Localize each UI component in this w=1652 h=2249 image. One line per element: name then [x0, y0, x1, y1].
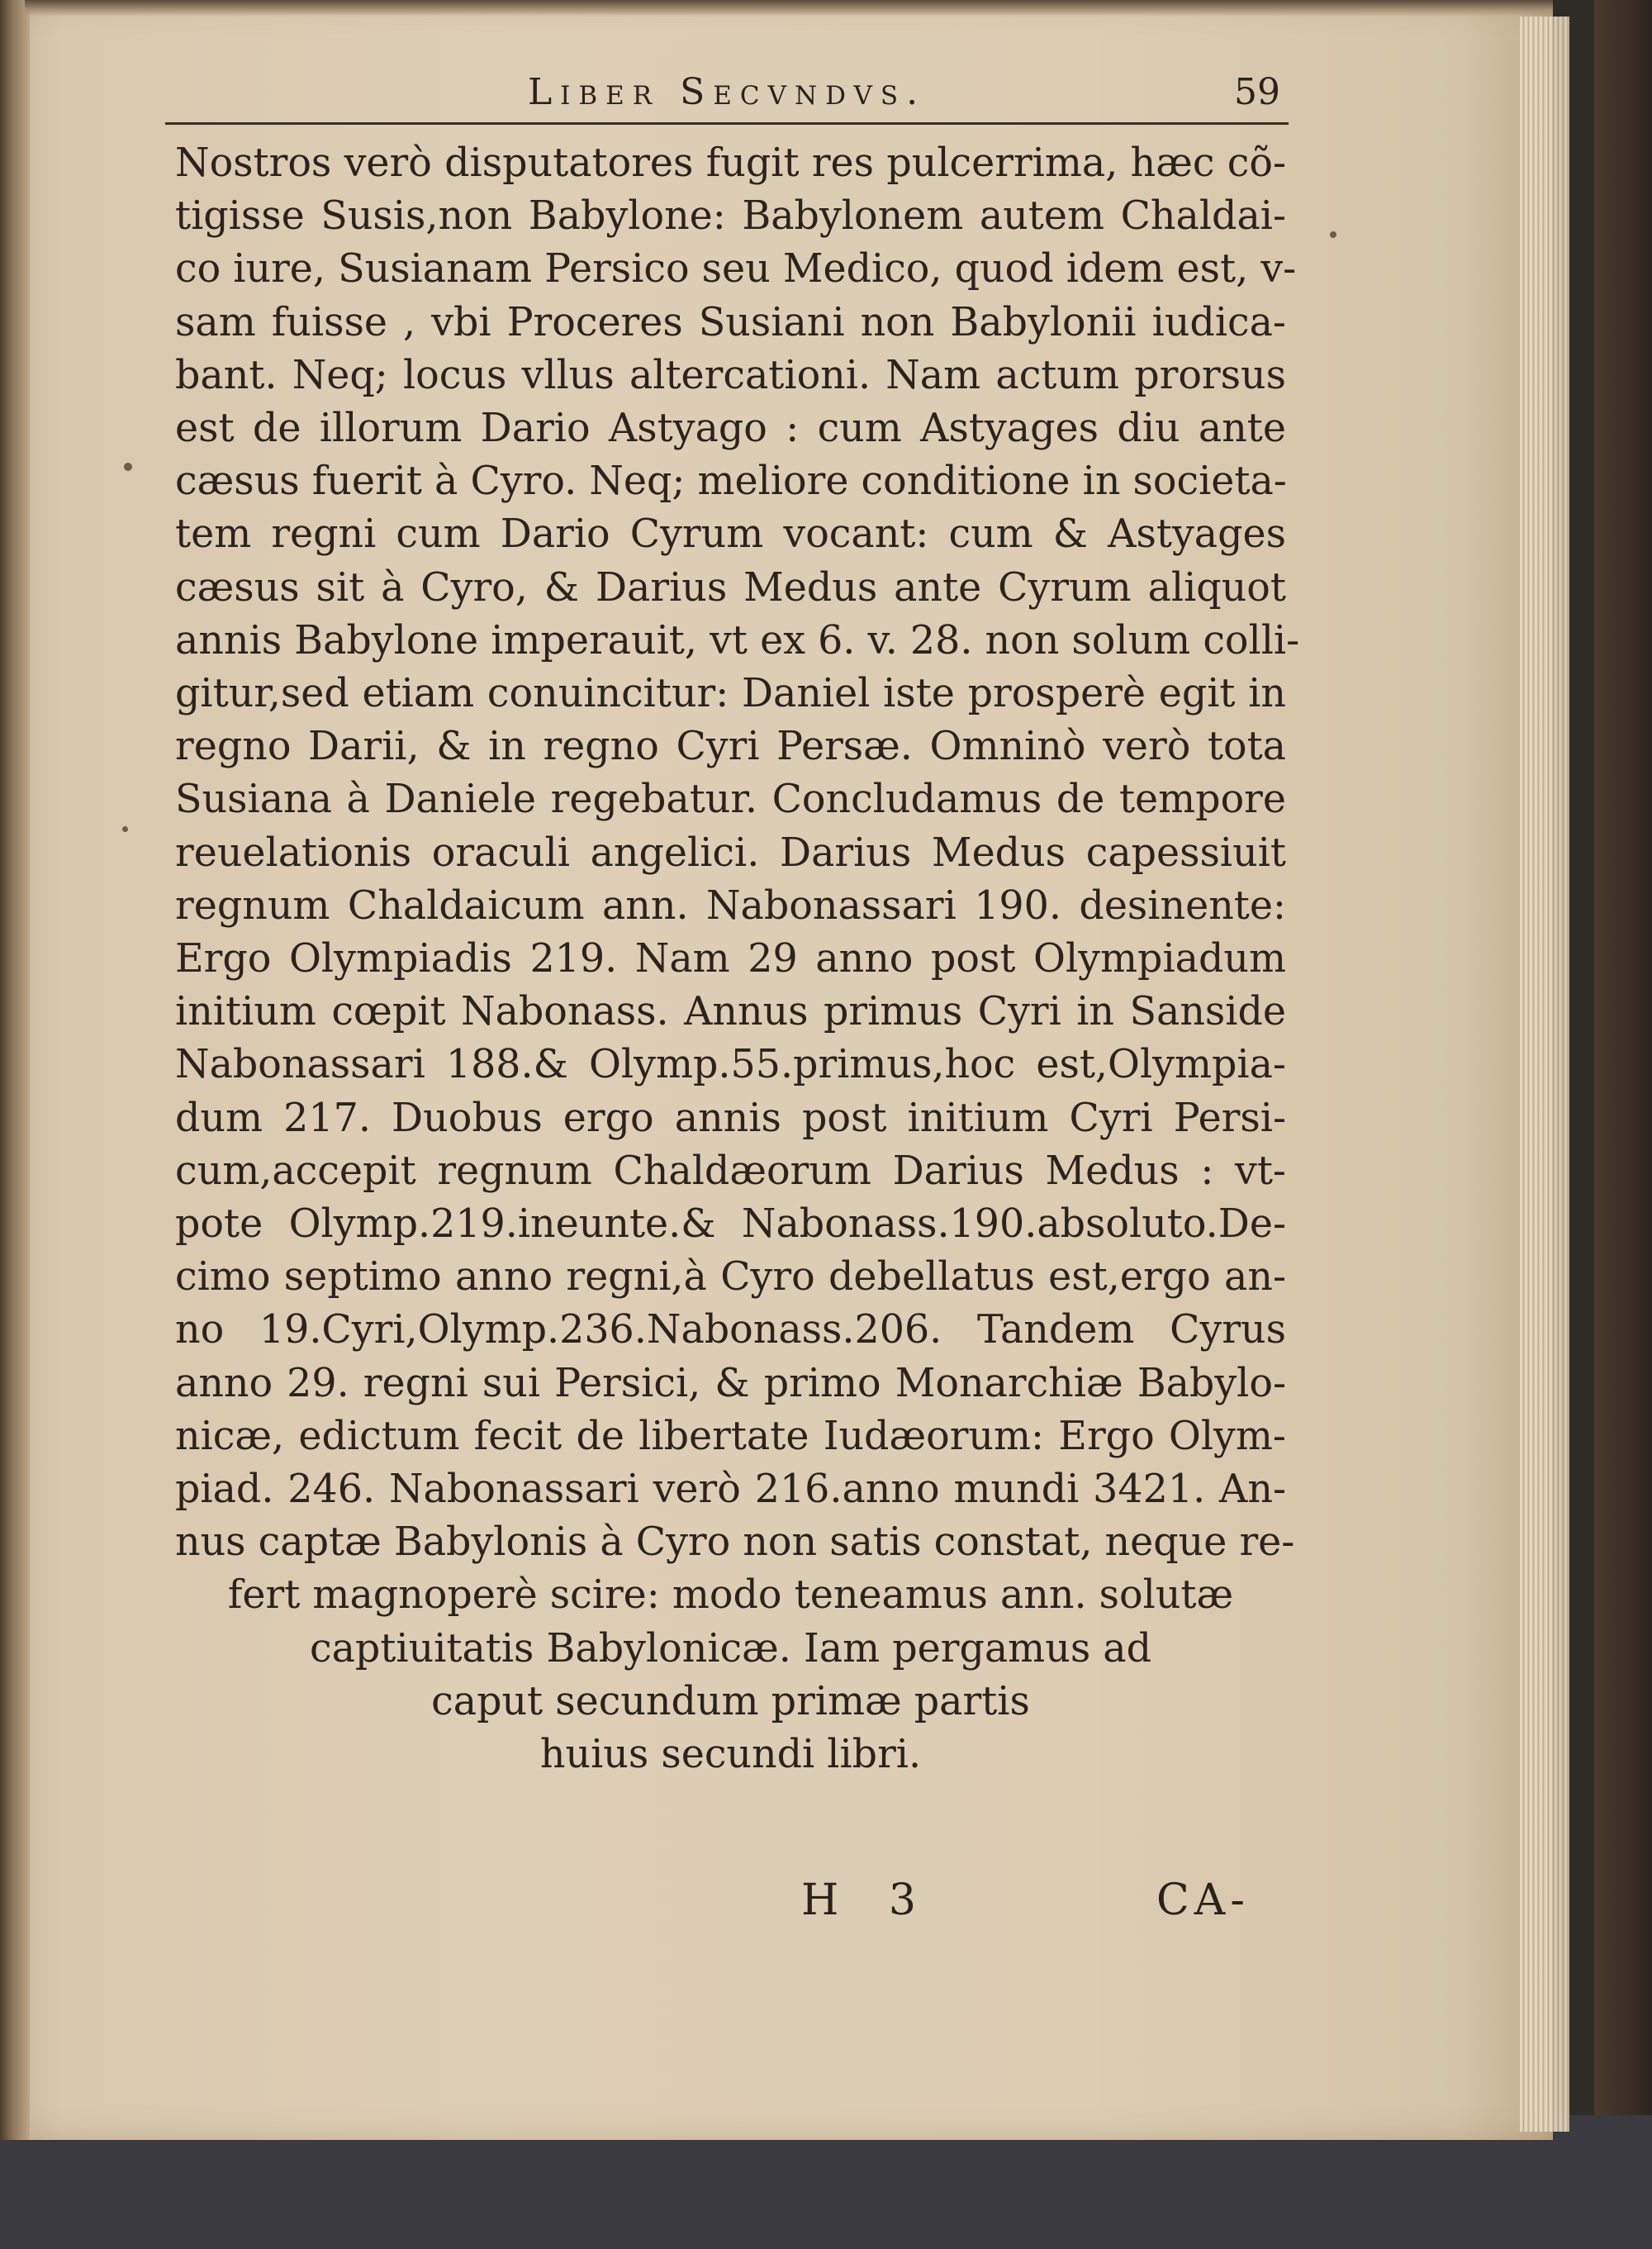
book-cover-edge — [1594, 0, 1652, 2249]
text-line: gitur,sed etiam conuincitur: Daniel iste prosperè egit in — [175, 671, 1286, 717]
text-line: sam fuisse , vbi Proceres Susiani non Babylonii iudica- — [175, 299, 1286, 345]
text-line: nicæ, edictum fecit de libertate Iudæorum: Ergo Olym- — [175, 1413, 1286, 1459]
catchword: CA- — [1156, 1876, 1250, 1925]
text-line: est de illorum Dario Astyago : cum Astyages diu ante — [175, 406, 1286, 452]
text-line: pote Olymp.219.ineunte.& Nabonass.190.absoluto.De- — [175, 1201, 1286, 1248]
text-line: regnum Chaldaicum ann. Nabonassari 190. desinente: — [175, 882, 1286, 929]
ink-speck — [122, 826, 128, 832]
header-rule — [165, 122, 1289, 125]
text-line: regno Darii, & in regno Cyri Persæ. Omninò verò tota — [175, 724, 1286, 770]
text-line: cum,accepit regnum Chaldæorum Darius Medus : vt- — [175, 1148, 1286, 1194]
ink-speck — [124, 463, 132, 471]
text-line: Nostros verò disputatores fugit res pulcerrima, hæc cõ- — [175, 140, 1286, 186]
text-line: captiuitatis Babylonicæ. Iam pergamus ad — [309, 1625, 1152, 1671]
text-line: Nabonassari 188.& Olymp.55.primus,hoc est,Olympia- — [175, 1042, 1286, 1088]
text-line: cæsus sit à Cyro, & Darius Medus ante Cyrum aliquot — [175, 564, 1286, 611]
text-line: caput secundum primæ partis — [431, 1678, 1030, 1724]
text-line: reuelationis oraculi angelici. Darius Medus capessiuit — [175, 830, 1286, 876]
page-header — [165, 71, 1289, 129]
page-number: 59 — [1234, 71, 1280, 113]
text-line: nus captæ Babylonis à Cyro non satis constat, neque re- — [175, 1519, 1295, 1566]
text-line: no 19.Cyri,Olymp.236.Nabonass.206. Tandem Cyrus — [175, 1307, 1286, 1353]
running-title: Liber Secvndvs. — [527, 71, 927, 113]
text-line: cimo septimo anno regni,à Cyro debellatus est,ergo an- — [175, 1254, 1286, 1300]
text-line: Ergo Olympiadis 219. Nam 29 anno post Olympiadum — [175, 936, 1286, 982]
text-line: cæsus fuerit à Cyro. Neq; meliore conditione in societa- — [175, 459, 1287, 505]
ink-speck — [1330, 231, 1336, 238]
text-line: initium cœpit Nabonass. Annus primus Cyri in Sanside — [175, 989, 1286, 1035]
page-top-edge — [25, 0, 1553, 17]
signature-mark: H 3 — [801, 1876, 934, 1925]
text-line: bant. Neq; locus vllus altercationi. Nam actum prorsus — [175, 352, 1286, 398]
page-footer — [165, 1876, 1289, 1933]
text-line: co iure, Susianam Persico seu Medico, quod idem est, v- — [175, 246, 1297, 292]
binding-gutter — [0, 0, 30, 2140]
text-line: annis Babylone imperauit, vt ex 6. v. 28. non solum colli- — [175, 617, 1300, 663]
text-line: piad. 246. Nabonassari verò 216.anno mundi 3421. An- — [175, 1467, 1286, 1513]
body-text — [175, 137, 1300, 1781]
text-line: anno 29. regni sui Persici, & primo Monarchiæ Babylo- — [175, 1360, 1286, 1406]
page-block-edges — [1520, 17, 1569, 2132]
text-line: tem regni cum Dario Cyrum vocant: cum & Astyages — [175, 511, 1286, 558]
text-line: fert magnoperè scire: modo teneamus ann. solutæ — [227, 1572, 1234, 1619]
text-line: Susiana à Daniele regebatur. Concludamus de tempore — [175, 777, 1286, 823]
text-line: dum 217. Duobus ergo annis post initium Cyri Persi- — [175, 1095, 1286, 1141]
text-line: huius secundi libri. — [539, 1732, 922, 1778]
text-line: tigisse Susis,non Babylone: Babylonem autem Chaldai- — [175, 193, 1286, 240]
